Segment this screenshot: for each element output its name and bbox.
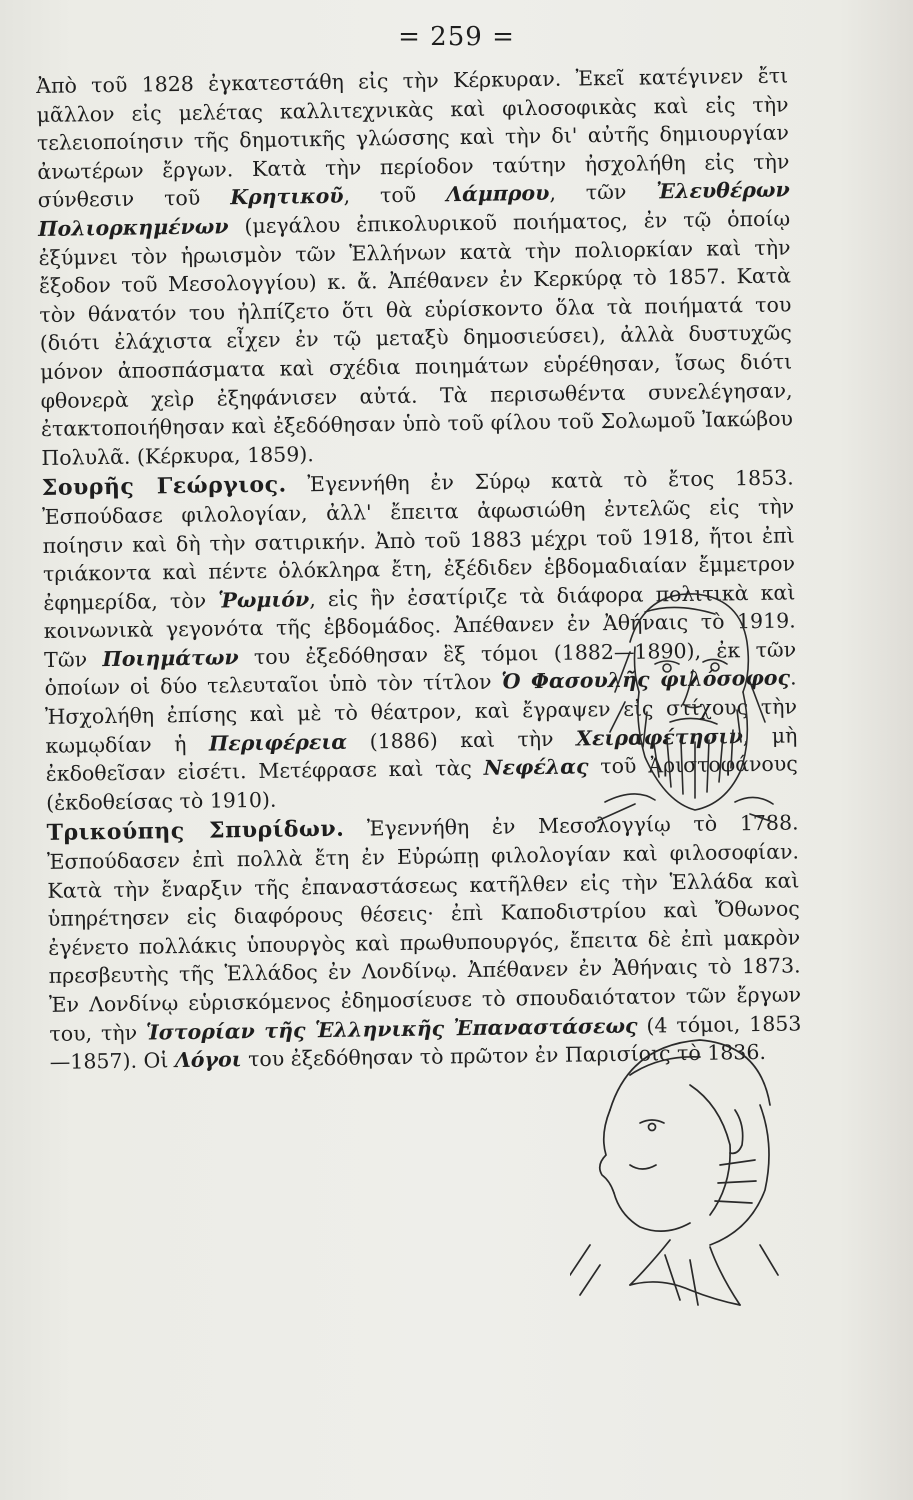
entry-name: Τρικούπης Σπυρίδων. [46, 816, 345, 847]
work-title: Ποιημάτων [102, 645, 239, 672]
work-title: Λάμπρου [445, 181, 550, 207]
work-title: Κρητικοῦ [230, 184, 344, 210]
work-title: Λόγοι [174, 1047, 242, 1073]
portrait-trikoupis-image [570, 1015, 780, 1315]
page-number: = 259 = [398, 22, 515, 52]
work-title: Ἐλευθέρων Πολιορκημένων [38, 177, 790, 241]
entry-solomos-continued: Ἀπὸ τοῦ 1828 ἐγκατεστάθη εἰς τὴν Κέρκυραν. Ἐκεῖ κατέγινεν ἔτι μᾶλλον εἰς μελέτας καλλιτεχνικὰς καὶ φιλοσοφικὰς καὶ εἰς τὴν τελειοποίησιν τῆς δημοτικῆς γλώσσης καὶ τὴν δι' αὐτῆς δημιουργίαν ἀνωτέρων ἔργων. Κατὰ τὴν περίοδον ταύτην ἠσχολήθη εἰς τὴν σύνθεσιν τοῦ Κρητικοῦ, τοῦ Λάμπρου, τῶν Ἐλευθέρων Πολιορκημένων (μεγάλου ἐπικολυρικοῦ ποιήματος, ἐν τῷ ὁποίῳ ἐξύμνει τὸν ἡρωισμὸν τῶν Ἑλλήνων κατὰ τὴν πολιορκίαν καὶ τὴν ἔξοδον τοῦ Μεσολογγίου) κ. ἄ. Ἀπέθανεν ἐν Κερκύρᾳ τὸ 1857. Κατὰ τὸν θάνατόν του ἠλπίζετο ὅτι θὰ εὑρίσκοντο ὅλα τὰ ποιήματά του (διότι ἐλάχιστα εἶχεν ἐν τῷ μεταξὺ δημοσιεύσει), ἀλλὰ δυστυχῶς μόνον ἀποσπάσματα καὶ σχέδια ποιημάτων εὑρέθησαν, ἴσως διότι φθονερὰ χεὶρ ἐξηφάνισεν αὐτά. Τὰ περισωθέντα συνελέγησαν, ἐτακτοποιήθησαν καὶ ἐξεδόθησαν ὑπὸ τοῦ φίλου τοῦ Σολωμοῦ Ἰακώβου Πολυλᾶ. (Κέρκυρα, 1859). [36, 63, 794, 470]
entry-trikoupis: Τρικούπης Σπυρίδων. Ἐγεννήθη ἐν Μεσολογγίῳ τὸ 1788. Ἐσπούδασεν ἐπὶ πολλὰ ἔτη ἐν Εὐρώπῃ φιλολογίαν καὶ φιλοσοφίαν. Κατὰ τὴν ἔναρξιν τῆς ἐπαναστάσεως κατῆλθεν εἰς τὴν Ἑλλάδα καὶ ὑπηρέτησεν εἰς διαφόρους θέσεις· ἐπὶ Καποδιστρίου καὶ Ὄθωνος ἐγένετο πολλάκις ὑπουργὸς καὶ πρωθυπουργός, ἔπειτα δὲ ἐπὶ μακρὸν πρεσβευτὴς τῆς Ἑλλάδος ἐν Λονδίνῳ. Ἀπέθανεν ἐν Ἀθήναις τὸ 1873. Ἐν Λονδίνῳ εὑρισκόμενος ἐδημοσίευσε τὸ σπουδαιότατον τῶν ἔργων του, τὴν Ἱστορίαν τῆς Ἑλληνικῆς Ἐπαναστάσεως (4 τόμοι, 1853—1857). Οἱ Λόγοι του ἐξεδόθησαν τὸ πρῶτον ἐν Παρισίοις τὸ 1836. [46, 810, 802, 1075]
work-title: Νεφέλας [483, 754, 589, 781]
portrait-souris-image [575, 572, 775, 832]
work-title: Περιφέρεια [208, 729, 348, 756]
work-title: Ἱστορίαν τῆς Ἑλληνικῆς Ἐπαναστάσεως [145, 1013, 638, 1045]
entry-name: Σουρῆς Γεώργιος. [41, 471, 287, 502]
work-title: Χειραφέτησιν [575, 723, 743, 751]
work-title: Ὁ Φασουλῆς φιλόσοφος [501, 666, 791, 695]
entry-souris: Σουρῆς Γεώργιος. Ἐγεννήθη ἐν Σύρῳ κατὰ τὸ ἔτος 1853. Ἐσπούδασε φιλολογίαν, ἀλλ' ἔπειτα ἀφωσιώθη ἐντελῶς εἰς τὴν ποίησιν καὶ δὴ τὴν σατιρικήν. Ἀπὸ τοῦ 1883 μέχρι τοῦ 1918, ἤτοι ἐπὶ τριάκοντα καὶ πέντε ὁλόκληρα ἔτη, ἐξέδιδεν ἑβδομαδιαίαν ἔμμετρον ἐφημερίδα, τὸν Ῥωμιόν, εἰς ἣν ἐσατίριζε τὰ διάφορα πολιτικὰ καὶ κοινωνικὰ γεγονότα τῆς ἑβδομάδος. Ἀπέθανεν ἐν Ἀθήναις τὸ 1919. Τῶν Ποιημάτων του ἐξεδόθησαν ἓξ τόμοι (1882—1890), ἐκ τῶν ὁποίων οἱ δύο τελευταῖοι ὑπὸ τὸν τίτλον Ὁ Φασουλῆς φιλόσοφος. Ἠσχολήθη ἐπίσης καὶ μὲ τὸ θέατρον, καὶ ἔγραψεν εἰς στίχους τὴν κωμῳδίαν ἡ Περιφέρεια (1886) καὶ τὴν Χειραφέτησιν, μὴ ἐκδοθεῖσαν εἰσέτι. Μετέφρασε καὶ τὰς Νεφέλας τοῦ Ἀριστοφάνους (ἐκδοθείσας τὸ 1910). [41, 465, 798, 815]
work-title: Ῥωμιόν [218, 586, 310, 613]
page-text [36, 62, 802, 1077]
